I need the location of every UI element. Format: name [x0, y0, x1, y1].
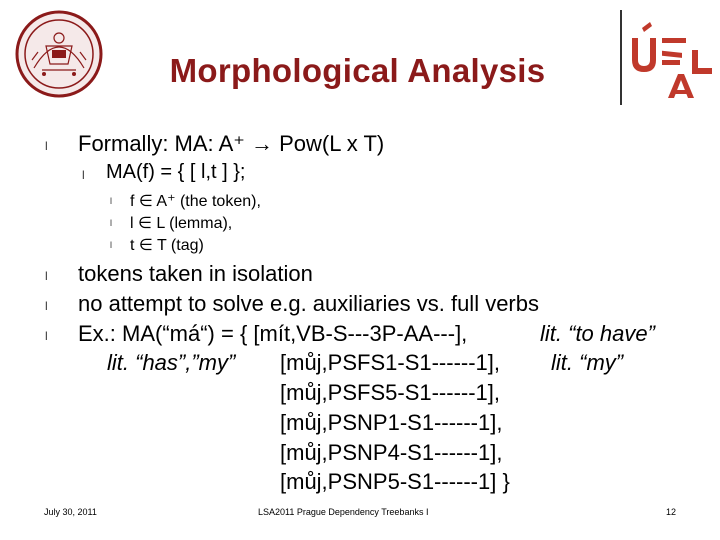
bullet-marker: l [110, 196, 112, 206]
bullet-tag-definition: t ∈ T (tag) [130, 237, 204, 254]
bullet-formally: Formally: MA: A⁺ → Pow(L x T) [78, 131, 385, 156]
ufal-logo [626, 14, 718, 102]
example-line: [můj,PSFS5-S1------1], [280, 380, 501, 405]
gloss-my: lit. “my” [551, 350, 624, 375]
bullet-marker: l [110, 218, 112, 228]
footer-date: July 30, 2011 [44, 507, 97, 517]
example-line: [můj,PSNP5-S1------1] } [280, 469, 510, 494]
footer-course-title: LSA2011 Prague Dependency Treebanks I [258, 507, 429, 517]
header-divider [620, 10, 622, 105]
bullet-no-attempt: no attempt to solve e.g. auxiliaries vs. full verbs [78, 291, 539, 316]
gloss-to-have: lit. “to have” [540, 321, 655, 346]
bullet-example: Ex.: MA(“má“) = { [mít,VB-S---3P-AA---], [78, 321, 468, 346]
bullet-lemma-definition: l ∈ L (lemma), [130, 215, 233, 232]
slide-title: Morphological Analysis [169, 52, 546, 89]
bullet-marker: l [45, 299, 48, 313]
bullet-marker: l [45, 139, 48, 153]
example-line: [můj,PSFS1-S1------1], [280, 350, 501, 375]
bullet-token-definition: f ∈ A⁺ (the token), [130, 193, 261, 210]
bullet-marker: l [110, 240, 112, 250]
bullet-marker: l [82, 168, 85, 182]
bullet-marker: l [45, 269, 48, 283]
example-line: [můj,PSNP4-S1------1], [280, 440, 503, 465]
bullet-tokens-isolation: tokens taken in isolation [78, 261, 313, 286]
bullet-marker: l [45, 329, 48, 343]
gloss-has-my: lit. “has”,”my” [107, 350, 236, 375]
example-line: [můj,PSNP1-S1------1], [280, 410, 503, 435]
university-seal-logo [4, 8, 114, 100]
bullet-ma-definition: MA(f) = { [ l,t ] }; [106, 161, 246, 183]
footer-page-number: 12 [666, 507, 677, 517]
